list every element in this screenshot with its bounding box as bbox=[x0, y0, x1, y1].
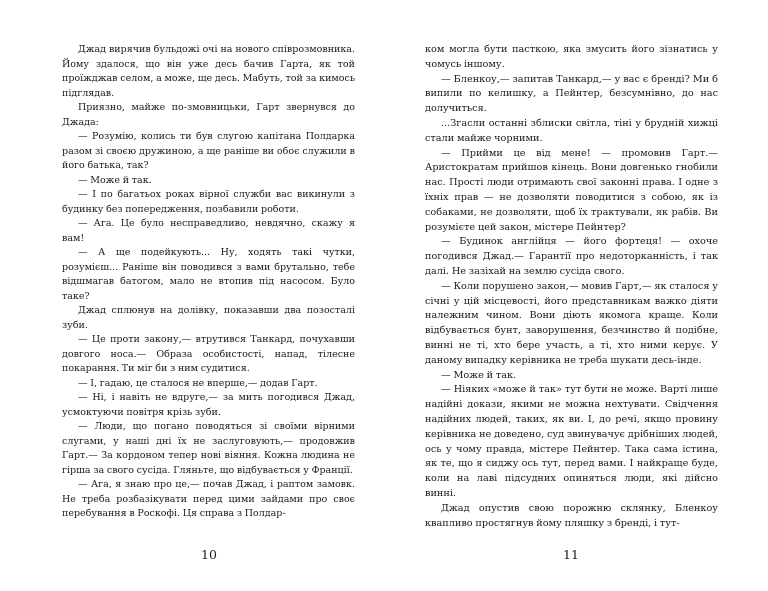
left-paragraph-1: Джад вирячив бульдожі очі на нового співрозмовника. Йому здалося, що він уже десь бачив Гарта, як той проїжджав селом, а може, ще десь. Мабуть, той за кимось підглядав. bbox=[62, 44, 355, 99]
right-paragraph-7: — Може й так. bbox=[441, 369, 517, 381]
right-paragraph-2: — Бленкоу,— запитав Танкард,— у вас є бренді? Ми б випили по келишку, а Пейнтер, безсумнівно, до нас долучиться. bbox=[425, 73, 718, 115]
left-paragraph-10: — І, гадаю, це сталося не вперше,— додав Гарт. bbox=[78, 377, 318, 389]
left-paragraph-11: — Ні, і навіть не вдруге,— за мить погодився Джад, усмоктуючи повітря крізь зуби. bbox=[62, 392, 355, 418]
left-paragraph-7: — А ще подейкують... Ну, ходять такі чутки, розумієш... Раніше він поводився з вами брутально, тебе відшмагав батогом, мало не втопив під насосом. Було таке? bbox=[62, 247, 355, 302]
left-paragraph-12: — Люди, що погано поводяться зі своїми вірними слугами, у наші дні їх не заслуговують,— продовжив Гарт.— За кордоном тепер нові віяння. Кожна людина не гірша за свого сусіда. Гляньте, що відбувається у Франції. bbox=[62, 421, 355, 476]
left-page bbox=[62, 43, 355, 522]
right-page bbox=[425, 43, 718, 531]
left-paragraph-13: — Ага, я знаю про це,— почав Джад, і раптом замовк. Не треба розбазікувати перед цими зайдами про своє перебування в Роскофі. Ця справа з Полдар- bbox=[62, 479, 355, 519]
page-number-right: 11 bbox=[563, 547, 579, 562]
right-paragraph-6: — Коли порушено закон,— мовив Гарт,— як сталося у січні у цій місцевості, його представникам важко діяти належним чином. Вони діють якомога краще. Коли відбувається бунт, заворушення, безчинство й подібне, винні не ті, хто бере участь, а ті, хто ними керує. У даному випадку керівника не треба шукати десь-інде. bbox=[425, 280, 718, 366]
left-paragraph-3: — Розумію, колись ти був слугою капітана Полдарка разом зі своєю дружиною, а ще раніше ви обоє служили в його батька, так? bbox=[62, 131, 355, 171]
right-paragraph-4: — Прийми це від мене! — промовив Гарт.— Аристократам прийшов кінець. Вони довгенько гнобили нас. Прості люди отримають свої законні права. І одне з їхніх прав — не дозволяти поводитися з собою, як із собаками, не дозволяти, щоб їх трактували, як рабів. Ви розумієте цей закон, містере Пейнтер? bbox=[425, 147, 718, 233]
left-paragraph-8: Джад сплюнув на долівку, показавши два позосталі зуби. bbox=[62, 305, 355, 331]
left-paragraph-4: — Може й так. bbox=[78, 174, 152, 186]
right-paragraph-1: ком могла бути пасткою, яка змусить його зізнатись у чомусь іншому. bbox=[425, 44, 718, 70]
left-paragraph-5: — І по багатьох роках вірної служби вас викинули з будинку без попередження, позбавили роботи. bbox=[62, 189, 355, 215]
right-paragraph-3: ...Згасли останні зблиски світла, тіні у брудній хижці стали майже чорними. bbox=[425, 117, 718, 144]
right-paragraph-8: — Ніяких «може й так» тут бути не може. Варті лише надійні докази, якими не можна нехтувати. Свідчення надійних людей, таких, як ви. І, до речі, якщо провину керівника не доведено, суд звинувачує дрібніших людей, ось у чому правда, містере Пейнтер. Така сама істина, як те, що я сиджу ось тут, перед вами. І найкраще буде, коли на лаві підсудних опиняться люди, які дійсно винні. bbox=[425, 384, 718, 499]
left-paragraph-9: — Це проти закону,— втрутився Танкард, почухавши довгого носа.— Образа особистості, напад, тілесне покарання. Ти міг би з ним судитися. bbox=[62, 334, 355, 374]
right-paragraph-5: — Будинок англійця — його фортеця! — охоче погодився Джад.— Гарантії про недоторканність, і так далі. Не зазіхай на землю сусіда свого. bbox=[425, 236, 718, 277]
right-paragraph-9: Джад опустив свою порожню склянку, Бленкоу квапливо простягнув йому пляшку з бренді, і тут- bbox=[425, 502, 718, 529]
left-paragraph-2: Приязно, майже по-змовницьки, Гарт звернувся до Джада: bbox=[62, 102, 355, 128]
page-number-left: 10 bbox=[201, 547, 217, 562]
left-paragraph-6: — Ага. Це було несправедливо, невдячно, скажу я вам! bbox=[62, 218, 355, 244]
